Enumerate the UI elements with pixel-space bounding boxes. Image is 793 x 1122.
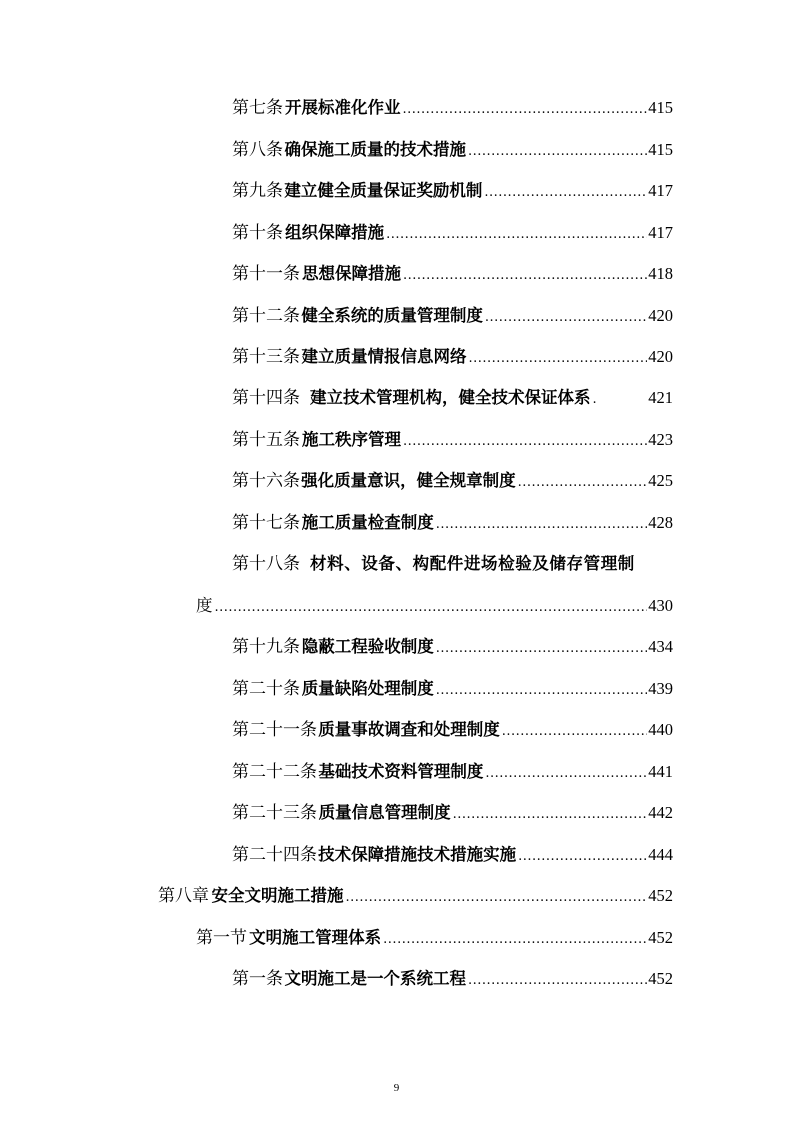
toc-entry-page: 415	[648, 140, 673, 159]
toc-entry-number: 第二十四条	[232, 845, 317, 865]
toc-entry-page: 430	[648, 596, 673, 615]
toc-entry[interactable]	[232, 386, 673, 412]
toc-entry[interactable]	[232, 304, 673, 330]
dot-leader	[468, 347, 647, 371]
toc-entry-page: 452	[648, 928, 673, 947]
toc-entry[interactable]	[232, 801, 673, 827]
toc-entry[interactable]	[232, 511, 673, 537]
toc-entry[interactable]	[232, 635, 673, 661]
toc-entry[interactable]	[232, 345, 673, 371]
toc-entry-title: 组织保障措施	[285, 223, 385, 242]
dot-leader	[468, 140, 647, 164]
toc-entry[interactable]	[232, 967, 673, 993]
toc-entry-title: 建立健全质量保证奖励机制	[284, 181, 483, 200]
toc-entry-title: 确保施工质量的技术措施	[284, 140, 466, 159]
dot-leader	[468, 969, 647, 993]
toc-entry-number: 第十七条	[232, 513, 300, 533]
toc-entry[interactable]	[232, 262, 673, 288]
dot-leader	[485, 762, 647, 786]
toc-entry-number: 第十五条	[232, 430, 300, 450]
toc-entry-page: 434	[648, 637, 673, 656]
toc-entry-number: 第十三条	[232, 347, 300, 367]
toc-entry-page: 444	[648, 845, 673, 864]
toc-entry-number: 第十八条	[232, 554, 300, 574]
toc-entry-title: 建立质量情报信息网络	[301, 347, 467, 366]
toc-entry-number: 第一节	[196, 928, 247, 948]
toc-entry-title-continuation: 度	[196, 596, 213, 615]
toc-entry-number: 第二十二条	[232, 762, 317, 782]
toc-entry-page: 425	[648, 471, 673, 490]
toc-entry[interactable]	[232, 428, 673, 454]
dot-leader	[345, 886, 647, 910]
toc-entry-title: 材料、设备、构配件进场检验及储存管理制	[310, 554, 635, 573]
toc-entry-title: 隐蔽工程验收制度	[301, 637, 434, 656]
toc-entry-title: 质量缺陷处理制度	[301, 679, 434, 698]
toc-entry-number: 第十九条	[232, 637, 300, 657]
toc-entry[interactable]	[232, 469, 673, 495]
dot-leader	[386, 223, 647, 247]
dot-leader	[518, 471, 648, 495]
toc-entry-page: 420	[648, 347, 673, 366]
toc-entry-number: 第八章	[158, 886, 209, 906]
dot-leader	[453, 803, 648, 827]
toc-entry-wrapped-first-line[interactable]	[232, 552, 673, 576]
toc-entry-title: 质量信息管理制度	[318, 803, 451, 822]
toc-entry-title: 建立技术管理机构，健全技术保证体系	[310, 388, 591, 407]
toc-entry-number: 第十二条	[232, 306, 300, 326]
toc-entry-number: 第十四条	[232, 388, 300, 408]
toc-entry-number: 第八条	[232, 140, 283, 160]
dot-leader	[436, 513, 648, 537]
toc-entry-page: 420	[648, 306, 673, 325]
toc-entry-number: 第一条	[232, 969, 283, 989]
toc-entry[interactable]	[232, 843, 673, 869]
toc-entry-wrapped-second-line[interactable]	[196, 594, 673, 620]
toc-entry-number: 第七条	[232, 98, 283, 118]
dot-leader	[436, 637, 648, 661]
page-number: 9	[393, 1082, 400, 1094]
toc-entry-page: 418	[648, 264, 673, 283]
toc-entry-section[interactable]	[196, 926, 673, 952]
toc-entry[interactable]	[232, 179, 673, 205]
toc-entry-number: 第十六条	[232, 471, 300, 491]
dot-leader	[436, 679, 648, 703]
toc-entry-page: 417	[648, 223, 673, 242]
toc-entry-title: 质量事故调查和处理制度	[318, 720, 500, 739]
dot-leader	[484, 181, 647, 205]
dot-leader	[485, 306, 647, 330]
toc-entry-title: 安全文明施工措施	[211, 886, 344, 905]
toc-entry-page: 439	[648, 679, 673, 698]
toc-entry-number: 第十一条	[232, 264, 300, 284]
toc-entry-page: 442	[648, 803, 673, 822]
dot-leader	[403, 98, 648, 122]
toc-entry-number: 第二十一条	[232, 720, 317, 740]
toc-entry-page: 421	[648, 388, 673, 407]
toc-entry-number: 第十条	[232, 223, 283, 243]
dot-leader	[502, 720, 648, 744]
dot-leader	[383, 928, 647, 952]
toc-entry-number: 第二十条	[232, 679, 300, 699]
toc-entry-page: 452	[648, 969, 673, 988]
dot-leader	[215, 596, 648, 620]
toc-entry-title: 施工质量检查制度	[301, 513, 434, 532]
toc-entry[interactable]	[232, 718, 673, 744]
toc-entry-title: 开展标准化作业	[285, 98, 401, 117]
toc-entry-page: 440	[648, 720, 673, 739]
toc-entry-title: 健全系统的质量管理制度	[301, 306, 483, 325]
toc-entry[interactable]	[232, 96, 673, 122]
toc-entry-title: 施工秩序管理	[302, 430, 402, 449]
dot-leader	[403, 264, 647, 288]
toc-entry-page: 428	[648, 513, 673, 532]
toc-entry-number: 第九条	[232, 181, 283, 201]
toc-entry-page: 423	[648, 430, 673, 449]
toc-entry[interactable]	[232, 138, 673, 164]
toc-entry[interactable]	[232, 221, 673, 247]
toc-entry-title: 技术保障措施技术措施实施	[318, 845, 517, 864]
toc-entry-title: 思想保障措施	[302, 264, 402, 283]
toc-entry-title: 文明施工是一个系统工程	[284, 969, 466, 988]
toc-entry-title: 强化质量意识，健全规章制度	[301, 471, 516, 490]
toc-entry-chapter[interactable]	[158, 884, 673, 910]
toc-entry-page: 415	[648, 98, 673, 117]
toc-entry[interactable]	[232, 677, 673, 703]
toc-entry[interactable]	[232, 760, 673, 786]
toc-entry-page: 417	[648, 181, 673, 200]
dot-leader	[593, 388, 648, 412]
dot-leader	[518, 845, 647, 869]
toc-entry-title: 基础技术资料管理制度	[318, 762, 484, 781]
toc-entry-title: 文明施工管理体系	[249, 928, 382, 947]
toc-entry-number: 第二十三条	[232, 803, 317, 823]
dot-leader	[403, 430, 647, 454]
toc-entry-page: 441	[648, 762, 673, 781]
toc-entry-page: 452	[648, 886, 673, 905]
